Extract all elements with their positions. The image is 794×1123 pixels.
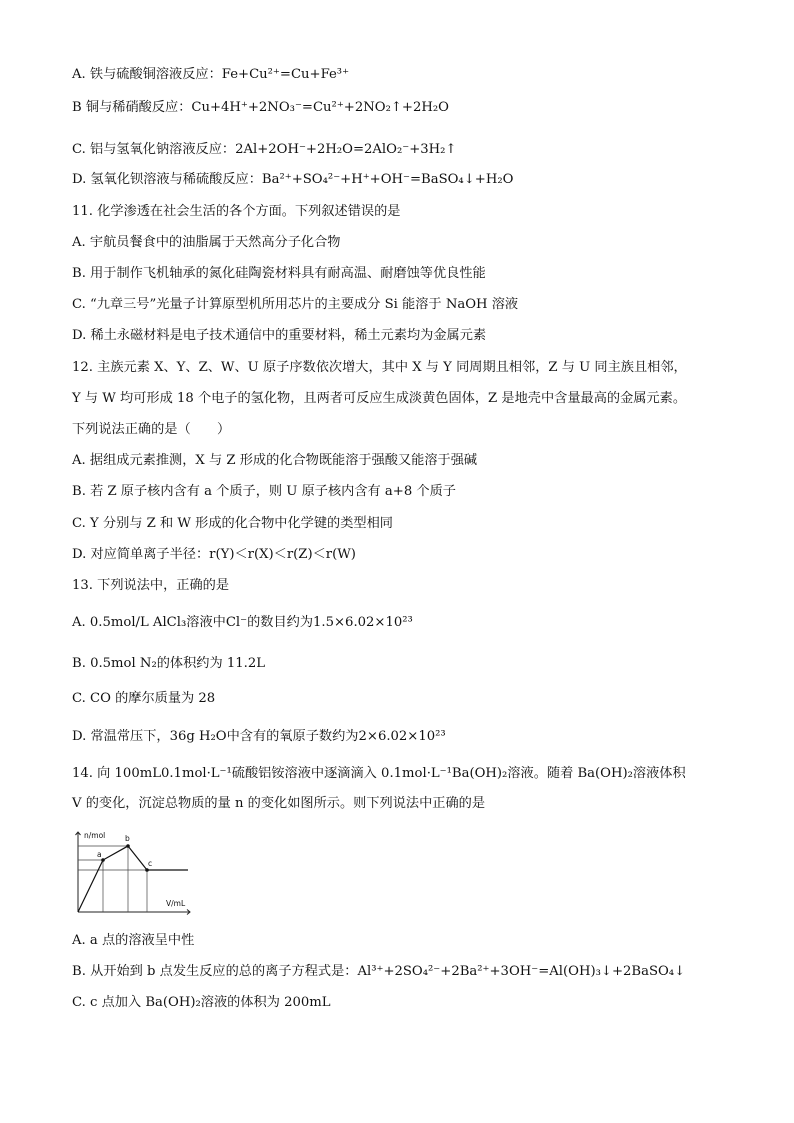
point-a-dot — [101, 858, 105, 862]
graph-point-a-label: a — [97, 850, 102, 859]
q12-stem-2: Y 与 W 均可形成 18 个电子的氢化物，且两者可反应生成淡黄色固体，Z 是地壳中含量最高的金属元素。 — [72, 391, 687, 406]
q11-option-b: B. 用于制作飞机轴承的氮化硅陶瓷材料具有耐高温、耐磨蚀等优良性能 — [72, 266, 486, 281]
q12-stem-1: 12. 主族元素 X、Y、Z、W、U 原子序数依次增大，其中 X 与 Y 同周期且相邻，Z 与 U 同主族且相邻， — [72, 360, 687, 375]
q14-option-a: A. a 点的溶液呈中性 — [72, 933, 195, 948]
q11-option-c: C. “九章三号”光量子计算原型机所用芯片的主要成分 Si 能溶于 NaOH 溶液 — [72, 297, 519, 312]
q12-option-b: B. 若 Z 原子核内含有 a 个质子，则 U 原子核内含有 a+8 个质子 — [72, 484, 456, 499]
q10-option-c: C. 铝与氢氧化钠溶液反应：2Al+2OH⁻+2H₂O=2AlO₂⁻+3H₂↑ — [72, 142, 457, 157]
q11-option-d: D. 稀土永磁材料是电子技术通信中的重要材料，稀土元素均为金属元素 — [72, 328, 487, 343]
q13-stem: 13. 下列说法中，正确的是 — [72, 578, 230, 593]
q10-option-d: D. 氢氧化钡溶液与稀硫酸反应：Ba²⁺+SO₄²⁻+H⁺+OH⁻=BaSO₄↓+H₂O — [72, 172, 514, 187]
graph-x-label: V/mL — [166, 899, 186, 908]
q14-stem-2: V 的变化，沉淀总物质的量 n 的变化如图所示。则下列说法中正确的是 — [72, 796, 486, 811]
q14-stem-1: 14. 向 100mL0.1mol·L⁻¹硫酸铝铵溶液中逐滴滴入 0.1mol·L⁻¹Ba(OH)₂溶液。随着 Ba(OH)₂溶液体积 — [72, 766, 686, 781]
q14-option-b: B. 从开始到 b 点发生反应的总的离子方程式是：Al³⁺+2SO₄²⁻+2Ba²⁺+3OH⁻=Al(OH)₃↓+2BaSO₄↓ — [72, 964, 686, 979]
q11-stem: 11. 化学渗透在社会生活的各个方面。下列叙述错误的是 — [72, 204, 401, 219]
q13-option-b: B. 0.5mol N₂的体积约为 11.2L — [72, 656, 265, 671]
q12-option-c: C. Y 分别与 Z 和 W 形成的化合物中化学键的类型相同 — [72, 516, 393, 531]
q11-option-a: A. 宇航员餐食中的油脂属于天然高分子化合物 — [72, 235, 341, 250]
q13-option-a: A. 0.5mol/L AlCl₃溶液中Cl⁻的数目约为1.5×6.02×10²³ — [72, 615, 413, 630]
q10-option-b: B 铜与稀硝酸反应：Cu+4H⁺+2NO₃⁻=Cu²⁺+2NO₂↑+2H₂O — [72, 100, 449, 115]
q12-option-a: A. 据组成元素推测，X 与 Z 形成的化合物既能溶于强酸又能溶于强碱 — [72, 453, 478, 468]
q12-option-d: D. 对应简单离子半径：r(Y)＜r(X)＜r(Z)＜r(W) — [72, 547, 356, 562]
q13-option-c: C. CO 的摩尔质量为 28 — [72, 691, 216, 706]
q12-stem-3: 下列说法正确的是（ ） — [72, 422, 231, 437]
point-c-dot — [145, 868, 149, 872]
q14-option-c: C. c 点加入 Ba(OH)₂溶液的体积为 200mL — [72, 995, 331, 1010]
precipitate-graph — [70, 826, 194, 918]
graph-y-label: n/mol — [84, 831, 106, 840]
q10-option-a: A. 铁与硫酸铜溶液反应：Fe+Cu²⁺=Cu+Fe³⁺ — [72, 67, 350, 82]
graph-point-b-label: b — [125, 834, 130, 843]
q13-option-d: D. 常温常压下，36g H₂O中含有的氧原子数约为2×6.02×10²³ — [72, 729, 446, 744]
graph-point-c-label: c — [148, 859, 153, 868]
point-b-dot — [126, 844, 130, 848]
